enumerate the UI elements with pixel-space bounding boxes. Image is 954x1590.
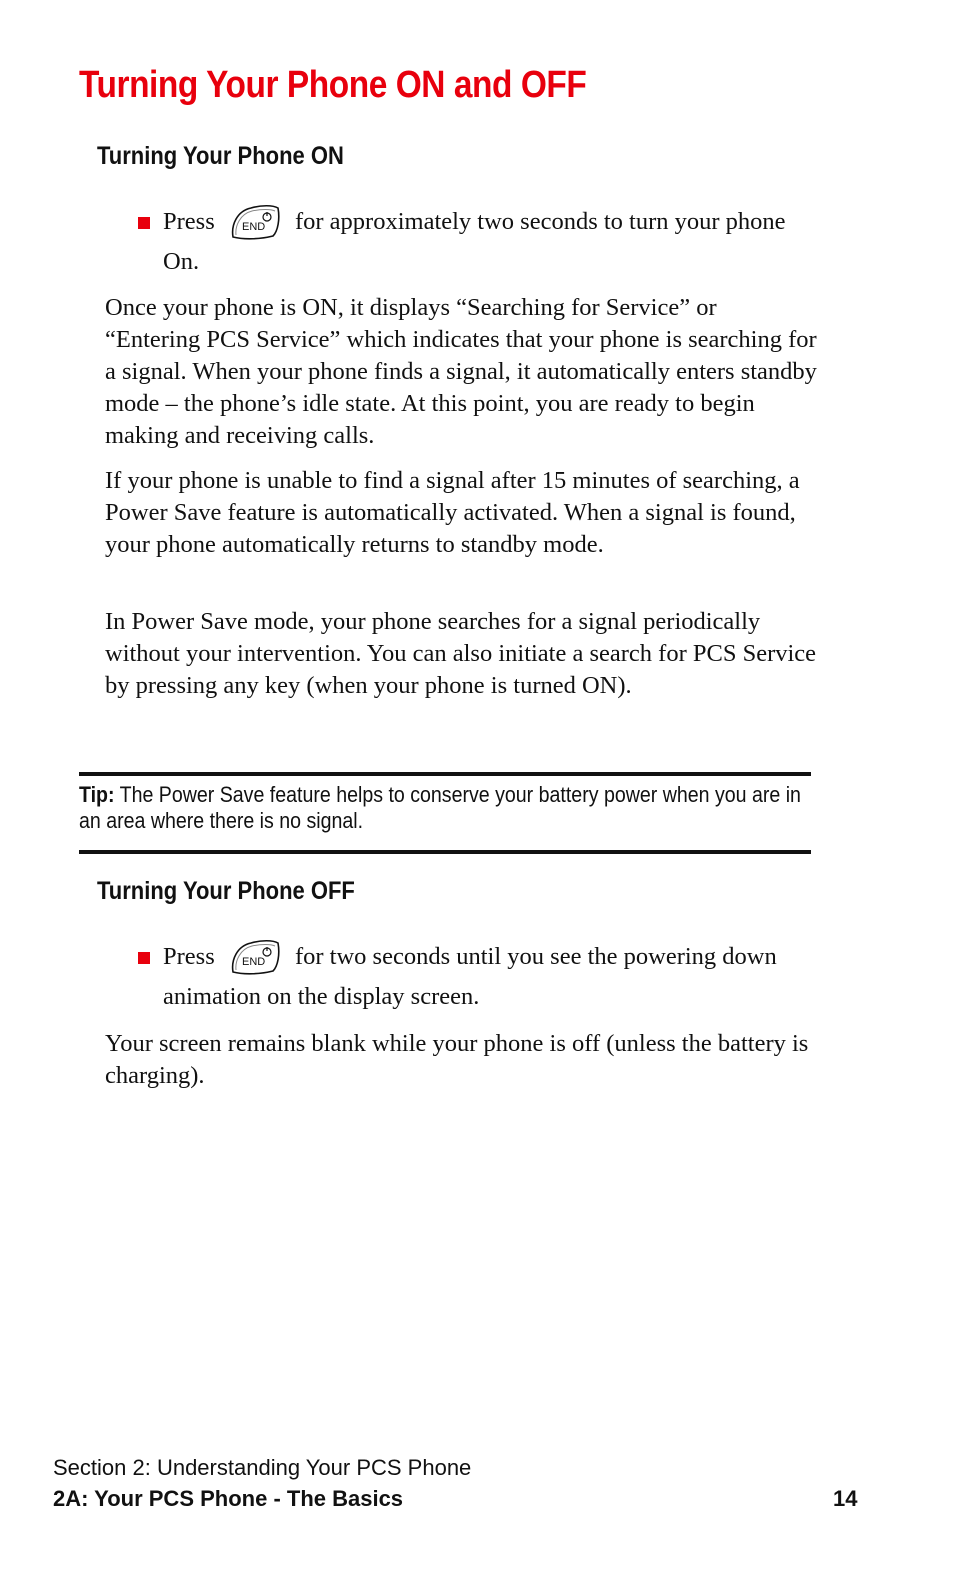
bullet-text	[163, 937, 818, 1017]
tip-text: The Power Save feature helps to conserve your battery power when you are in an area where there is no signal.	[79, 782, 801, 833]
bullet-text-after: for approximately two seconds to turn your phone On.	[163, 208, 786, 275]
bullet-text	[163, 202, 818, 282]
footer-section: Section 2: Understanding Your PCS Phone	[53, 1455, 472, 1480]
page-title: Turning Your Phone ON and OFF	[79, 64, 587, 106]
end-key-icon	[229, 938, 281, 976]
bullet-text-before: Press	[163, 208, 215, 235]
tip-top-rule	[79, 772, 811, 776]
bullet-marker	[138, 952, 150, 964]
paragraph-power-save: If your phone is unable to find a signal after 15 minutes of searching, a Power Save feature is automatically activated. When a signal is found, your phone automatically returns to standby mode.	[105, 467, 800, 558]
footer-chapter: 2A: Your PCS Phone - The Basics	[53, 1486, 404, 1511]
paragraph-searching: Once your phone is ON, it displays “Searching for Service” or “Entering PCS Service” which indicates that your phone is searching for a signal. When your phone finds a signal, it automatically enters standby mode – the phone’s idle state. At this point, you are ready to begin making and receiving calls.	[105, 294, 817, 449]
section-heading-on: Turning Your Phone ON	[97, 142, 344, 170]
tip-label: Tip:	[79, 782, 115, 807]
bullet-text-after: for two seconds until you see the powering down animation on the display screen.	[163, 943, 777, 1010]
end-key-label: END	[241, 956, 266, 968]
end-key-icon	[229, 203, 281, 241]
paragraph-screen-blank: Your screen remains blank while your phone is off (unless the battery is charging).	[105, 1030, 809, 1089]
tip-bottom-rule	[79, 850, 811, 854]
page-number: 14	[833, 1486, 858, 1511]
bullet-item-power-on	[138, 202, 818, 282]
end-key-label: END	[241, 221, 266, 233]
paragraph-power-save-mode: In Power Save mode, your phone searches for a signal periodically without your intervention. You can also initiate a search for PCS Service by pressing any key (when your phone is turned ON).	[105, 608, 817, 699]
bullet-item-power-off	[138, 937, 818, 1017]
bullet-text-before: Press	[163, 943, 215, 970]
section-heading-off: Turning Your Phone OFF	[97, 877, 355, 905]
tip-box	[79, 782, 809, 834]
bullet-marker	[138, 217, 150, 229]
